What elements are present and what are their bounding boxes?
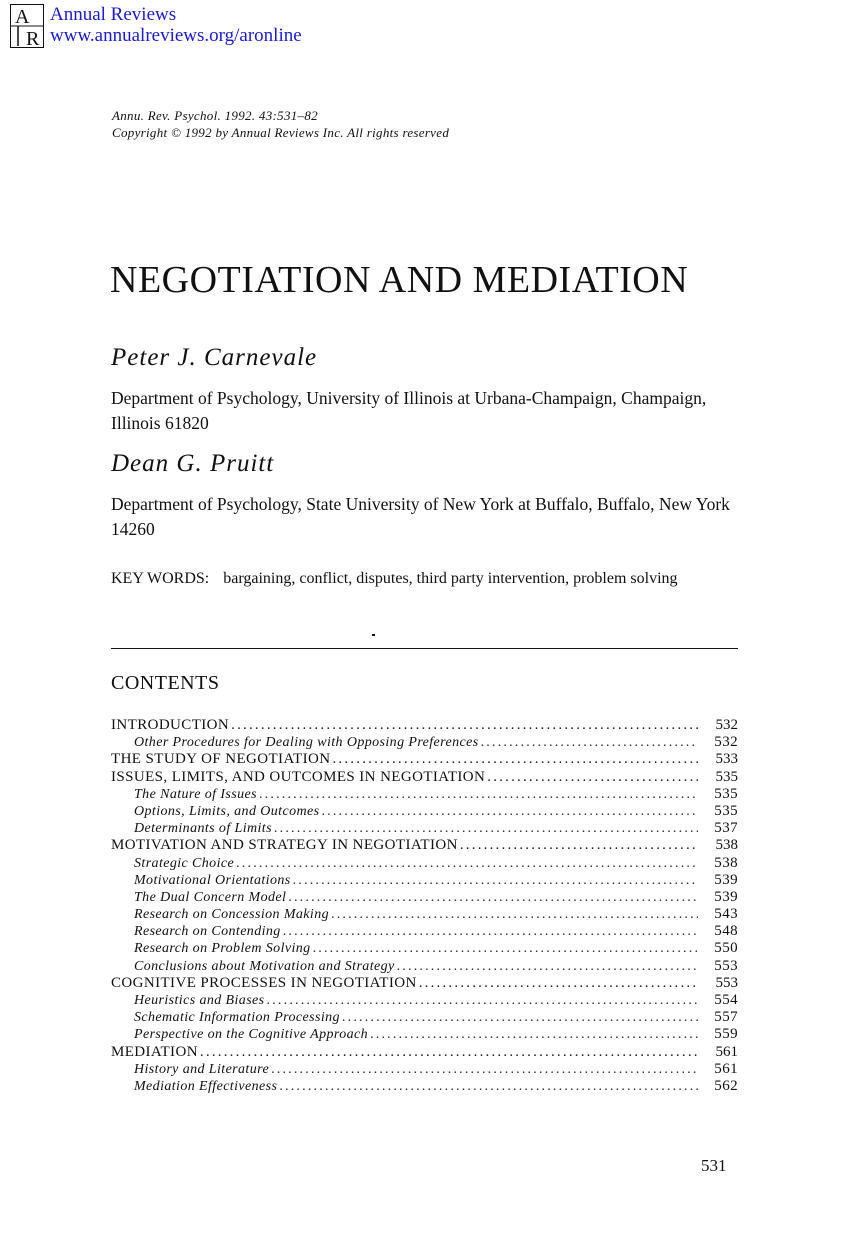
toc-entry[interactable] [111, 975, 738, 992]
toc-entry-label: Options, Limits, and Outcomes [134, 803, 320, 819]
toc-entry[interactable] [111, 769, 738, 786]
banner-url[interactable]: www.annualreviews.org/aronline [50, 25, 302, 46]
toc-entry-label: INTRODUCTION [111, 717, 230, 733]
svg-text:A: A [15, 6, 30, 28]
annual-reviews-logo-icon [10, 4, 44, 48]
toc-entry-label: History and Literature [134, 1061, 270, 1077]
toc-entry-page: 557 [714, 1009, 738, 1026]
toc-leader-dots [419, 975, 698, 992]
toc-entry[interactable] [111, 1061, 738, 1078]
toc-entry[interactable] [111, 734, 738, 751]
toc-entry-page: 554 [714, 992, 738, 1008]
toc-entry-label: Conclusions about Motivation and Strategy [134, 958, 395, 974]
toc-entry[interactable] [111, 717, 738, 734]
toc-entry[interactable] [111, 906, 738, 923]
section-divider [111, 648, 738, 649]
toc-entry-page: 539 [714, 888, 738, 905]
toc-entry[interactable] [111, 855, 738, 872]
table-of-contents [111, 717, 738, 1095]
toc-leader-dots [231, 717, 698, 734]
annual-reviews-logo [10, 4, 44, 48]
toc-leader-dots [283, 923, 698, 940]
journal-citation: Annu. Rev. Psychol. 1992. 43:531–82 [112, 108, 318, 123]
toc-entry[interactable] [111, 803, 738, 820]
toc-entry-label: Other Procedures for Dealing with Opposing Preferences [134, 735, 479, 751]
toc-entry-page: 535 [714, 785, 738, 802]
toc-leader-dots [271, 1061, 698, 1078]
toc-entry-page: 532 [714, 734, 738, 751]
toc-leader-dots [321, 803, 698, 820]
toc-entry[interactable] [111, 786, 738, 803]
toc-entry-label: Research on Problem Solving [134, 941, 311, 957]
toc-leader-dots [460, 837, 698, 854]
toc-leader-dots [342, 1009, 698, 1026]
toc-entry-label: Strategic Choice [134, 855, 235, 871]
toc-leader-dots [370, 1026, 698, 1043]
author-name: Dean G. Pruitt [111, 450, 275, 477]
toc-entry-label: ISSUES, LIMITS, AND OUTCOMES IN NEGOTIATION [111, 768, 486, 785]
article-title: NEGOTIATION AND MEDIATION [110, 259, 689, 301]
keywords-label: KEY WORDS: [111, 570, 210, 587]
stray-mark [372, 634, 375, 636]
toc-entry[interactable] [111, 1078, 738, 1095]
toc-leader-dots [279, 1078, 698, 1095]
toc-entry[interactable] [111, 1009, 738, 1026]
toc-entry[interactable] [111, 751, 738, 768]
toc-entry-page: 559 [714, 1026, 738, 1043]
page-number: 531 [701, 1156, 727, 1175]
toc-entry-page: 562 [714, 1077, 738, 1094]
toc-entry-label: COGNITIVE PROCESSES IN NEGOTIATION [111, 974, 417, 991]
toc-entry-page: 539 [714, 871, 738, 888]
toc-entry-page: 553 [715, 974, 738, 991]
keywords-text: bargaining, conflict, disputes, third party intervention, problem solving [223, 570, 678, 587]
toc-entry-label: The Nature of Issues [134, 786, 257, 802]
toc-entry-label: MOTIVATION AND STRATEGY IN NEGOTIATION [111, 837, 458, 854]
toc-leader-dots [331, 906, 698, 923]
toc-entry-page: 543 [714, 906, 738, 923]
toc-entry-label: Research on Concession Making [134, 907, 329, 923]
toc-entry-page: 535 [714, 802, 738, 819]
toc-entry-page: 561 [715, 1043, 738, 1060]
toc-entry[interactable] [111, 820, 738, 837]
citation-block [112, 107, 449, 141]
toc-entry[interactable] [111, 1026, 738, 1043]
toc-entry-page: 538 [715, 837, 738, 854]
toc-leader-dots [274, 820, 698, 837]
toc-entry-label: Heuristics and Biases [134, 993, 265, 1008]
toc-entry-page: 561 [714, 1060, 738, 1077]
toc-entry-page: 535 [715, 768, 738, 785]
toc-entry-page: 553 [714, 957, 738, 974]
toc-entry-page: 532 [715, 717, 738, 733]
keywords [111, 568, 678, 590]
toc-entry[interactable] [111, 1044, 738, 1061]
toc-leader-dots [200, 1044, 698, 1061]
toc-entry[interactable] [111, 923, 738, 940]
toc-leader-dots [267, 992, 698, 1009]
toc-leader-dots [332, 751, 698, 768]
toc-entry-label: Motivational Orientations [134, 872, 291, 888]
toc-entry[interactable] [111, 940, 738, 957]
svg-text:R: R [26, 28, 40, 48]
contents-heading: CONTENTS [111, 672, 220, 694]
toc-entry-label: MEDIATION [111, 1043, 198, 1060]
toc-entry-label: Mediation Effectiveness [134, 1078, 278, 1094]
toc-entry-page: 533 [715, 751, 738, 768]
toc-entry-page: 538 [714, 854, 738, 871]
toc-entry-label: Perspective on the Cognitive Approach [134, 1027, 369, 1043]
toc-leader-dots [259, 786, 698, 803]
toc-leader-dots [487, 769, 698, 786]
banner-title: Annual Reviews [50, 4, 177, 25]
toc-leader-dots [481, 734, 698, 751]
toc-entry-label: Determinants of Limits [134, 821, 272, 837]
toc-leader-dots [293, 872, 698, 889]
copyright-notice: Copyright © 1992 by Annual Reviews Inc. All rights reserved [112, 125, 450, 140]
toc-entry[interactable] [111, 958, 738, 975]
toc-entry[interactable] [111, 872, 738, 889]
toc-entry-label: Schematic Information Processing [134, 1010, 340, 1026]
toc-leader-dots [397, 958, 698, 975]
toc-entry[interactable] [111, 992, 738, 1009]
toc-entry-label: Research on Contending [134, 924, 281, 940]
toc-entry[interactable] [111, 837, 738, 854]
toc-entry[interactable] [111, 889, 738, 906]
toc-entry-page: 537 [714, 820, 738, 837]
author-name: Peter J. Carnevale [111, 344, 318, 371]
toc-entry-page: 548 [714, 923, 738, 940]
toc-leader-dots [313, 940, 698, 957]
toc-entry-label: THE STUDY OF NEGOTIATION [111, 751, 331, 768]
author-affiliation: Department of Psychology, State University of New York at Buffalo, Buffalo, New York 14260 [111, 494, 730, 539]
author-affiliation: Department of Psychology, University of Illinois at Urbana-Champaign, Champaign, Illinois 61820 [111, 388, 707, 433]
toc-entry-label: The Dual Concern Model [134, 889, 287, 905]
toc-leader-dots [236, 855, 698, 872]
annual-reviews-banner [50, 4, 302, 46]
toc-leader-dots [288, 889, 698, 906]
toc-entry-page: 550 [714, 940, 738, 957]
